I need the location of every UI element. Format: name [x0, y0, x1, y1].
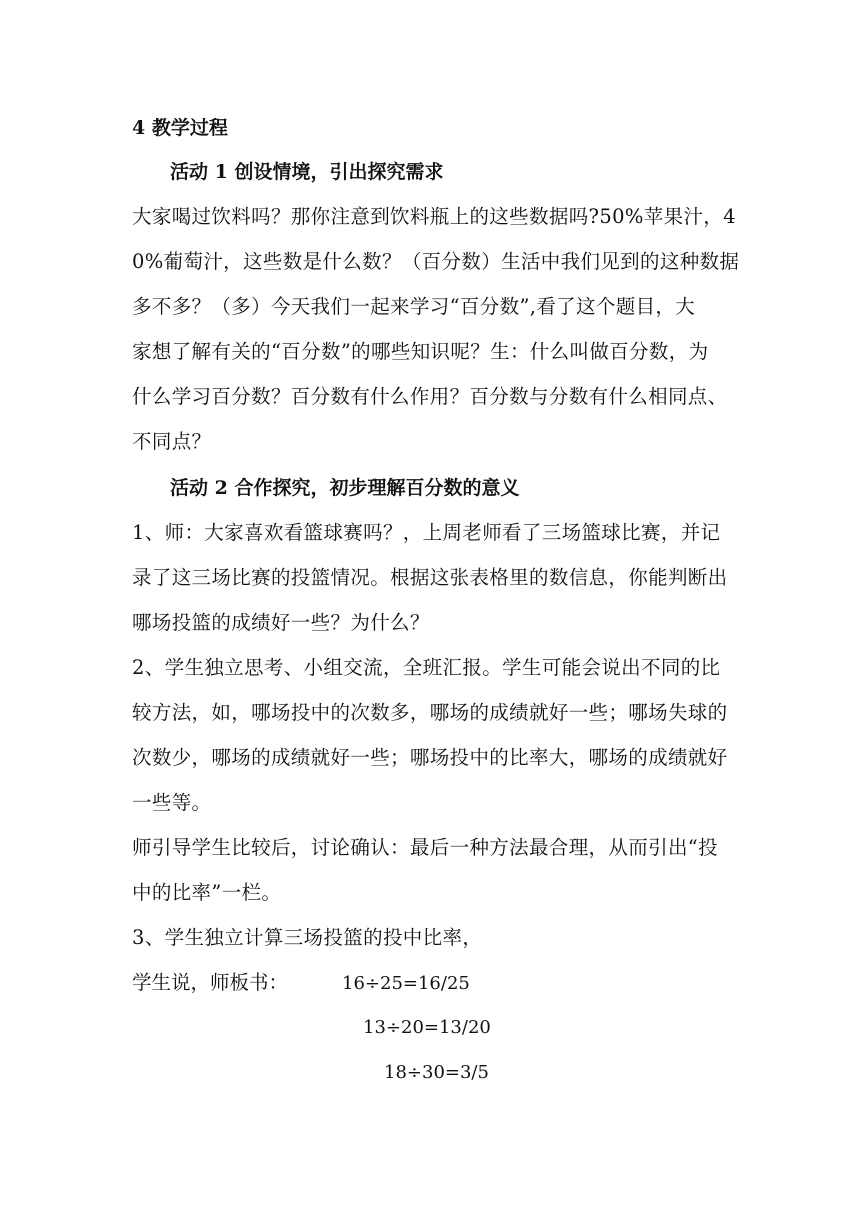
activity-1-line-5: 什么学习百分数？百分数有什么作用？百分数与分数有什么相同点、 — [132, 385, 728, 408]
activity-2-p2-line-4: 一些等。 — [132, 791, 212, 814]
activity-1-line-2: 0%葡萄汁，这些数是什么数？（百分数）生活中我们见到的这种数据 — [132, 250, 740, 273]
activity-2-p1-line-3: 哪场投篮的成绩好一些？为什么？ — [132, 611, 430, 634]
activity-2-p2-line-2: 较方法，如，哪场投中的次数多，哪场的成绩就好一些；哪场失球的 — [132, 701, 728, 724]
activity-2-p3-line-1: 师引导学生比较后，讨论确认：最后一种方法最合理，从而引出“投 — [132, 836, 718, 859]
activity-1-heading: 活动 1 创设情境，引出探究需求 — [170, 161, 444, 183]
formula-1: 16÷25=16/25 — [342, 973, 470, 994]
activity-2-p2-line-3: 次数少，哪场的成绩就好一些；哪场投中的比率大，哪场的成绩就好 — [132, 746, 728, 769]
formula-2: 13÷20=13/20 — [363, 1017, 491, 1038]
activity-2-p4-line: 3、学生独立计算三场投篮的投中比率， — [132, 926, 483, 949]
activity-2-p2-line-1: 2、学生独立思考、小组交流，全班汇报。学生可能会说出不同的比 — [132, 656, 721, 679]
activity-2-heading: 活动 2 合作探究，初步理解百分数的意义 — [170, 477, 520, 499]
activity-1-line-6: 不同点？ — [132, 430, 212, 453]
activity-2-p1-line-2: 录了这三场比赛的投篮情况。根据这张表格里的数信息，你能判断出 — [132, 566, 728, 589]
board-label: 学生说，师板书： — [132, 971, 289, 994]
section-title: 4 教学过程 — [132, 117, 228, 139]
activity-1-line-4: 家想了解有关的“百分数”的哪些知识呢？生：什么叫做百分数，为 — [132, 340, 709, 363]
formula-3: 18÷30=3/5 — [384, 1062, 489, 1083]
activity-1-line-3: 多不多？（多）今天我们一起来学习“百分数”,看了这个题目，大 — [132, 295, 696, 318]
activity-1-line-1: 大家喝过饮料吗？那你注意到饮料瓶上的这些数据吗?50%苹果汁，4 — [132, 205, 736, 228]
activity-2-p1-line-1: 1、师：大家喜欢看篮球赛吗？，上周老师看了三场篮球比赛，并记 — [132, 521, 721, 544]
activity-2-p3-line-2: 中的比率”一栏。 — [132, 881, 282, 904]
